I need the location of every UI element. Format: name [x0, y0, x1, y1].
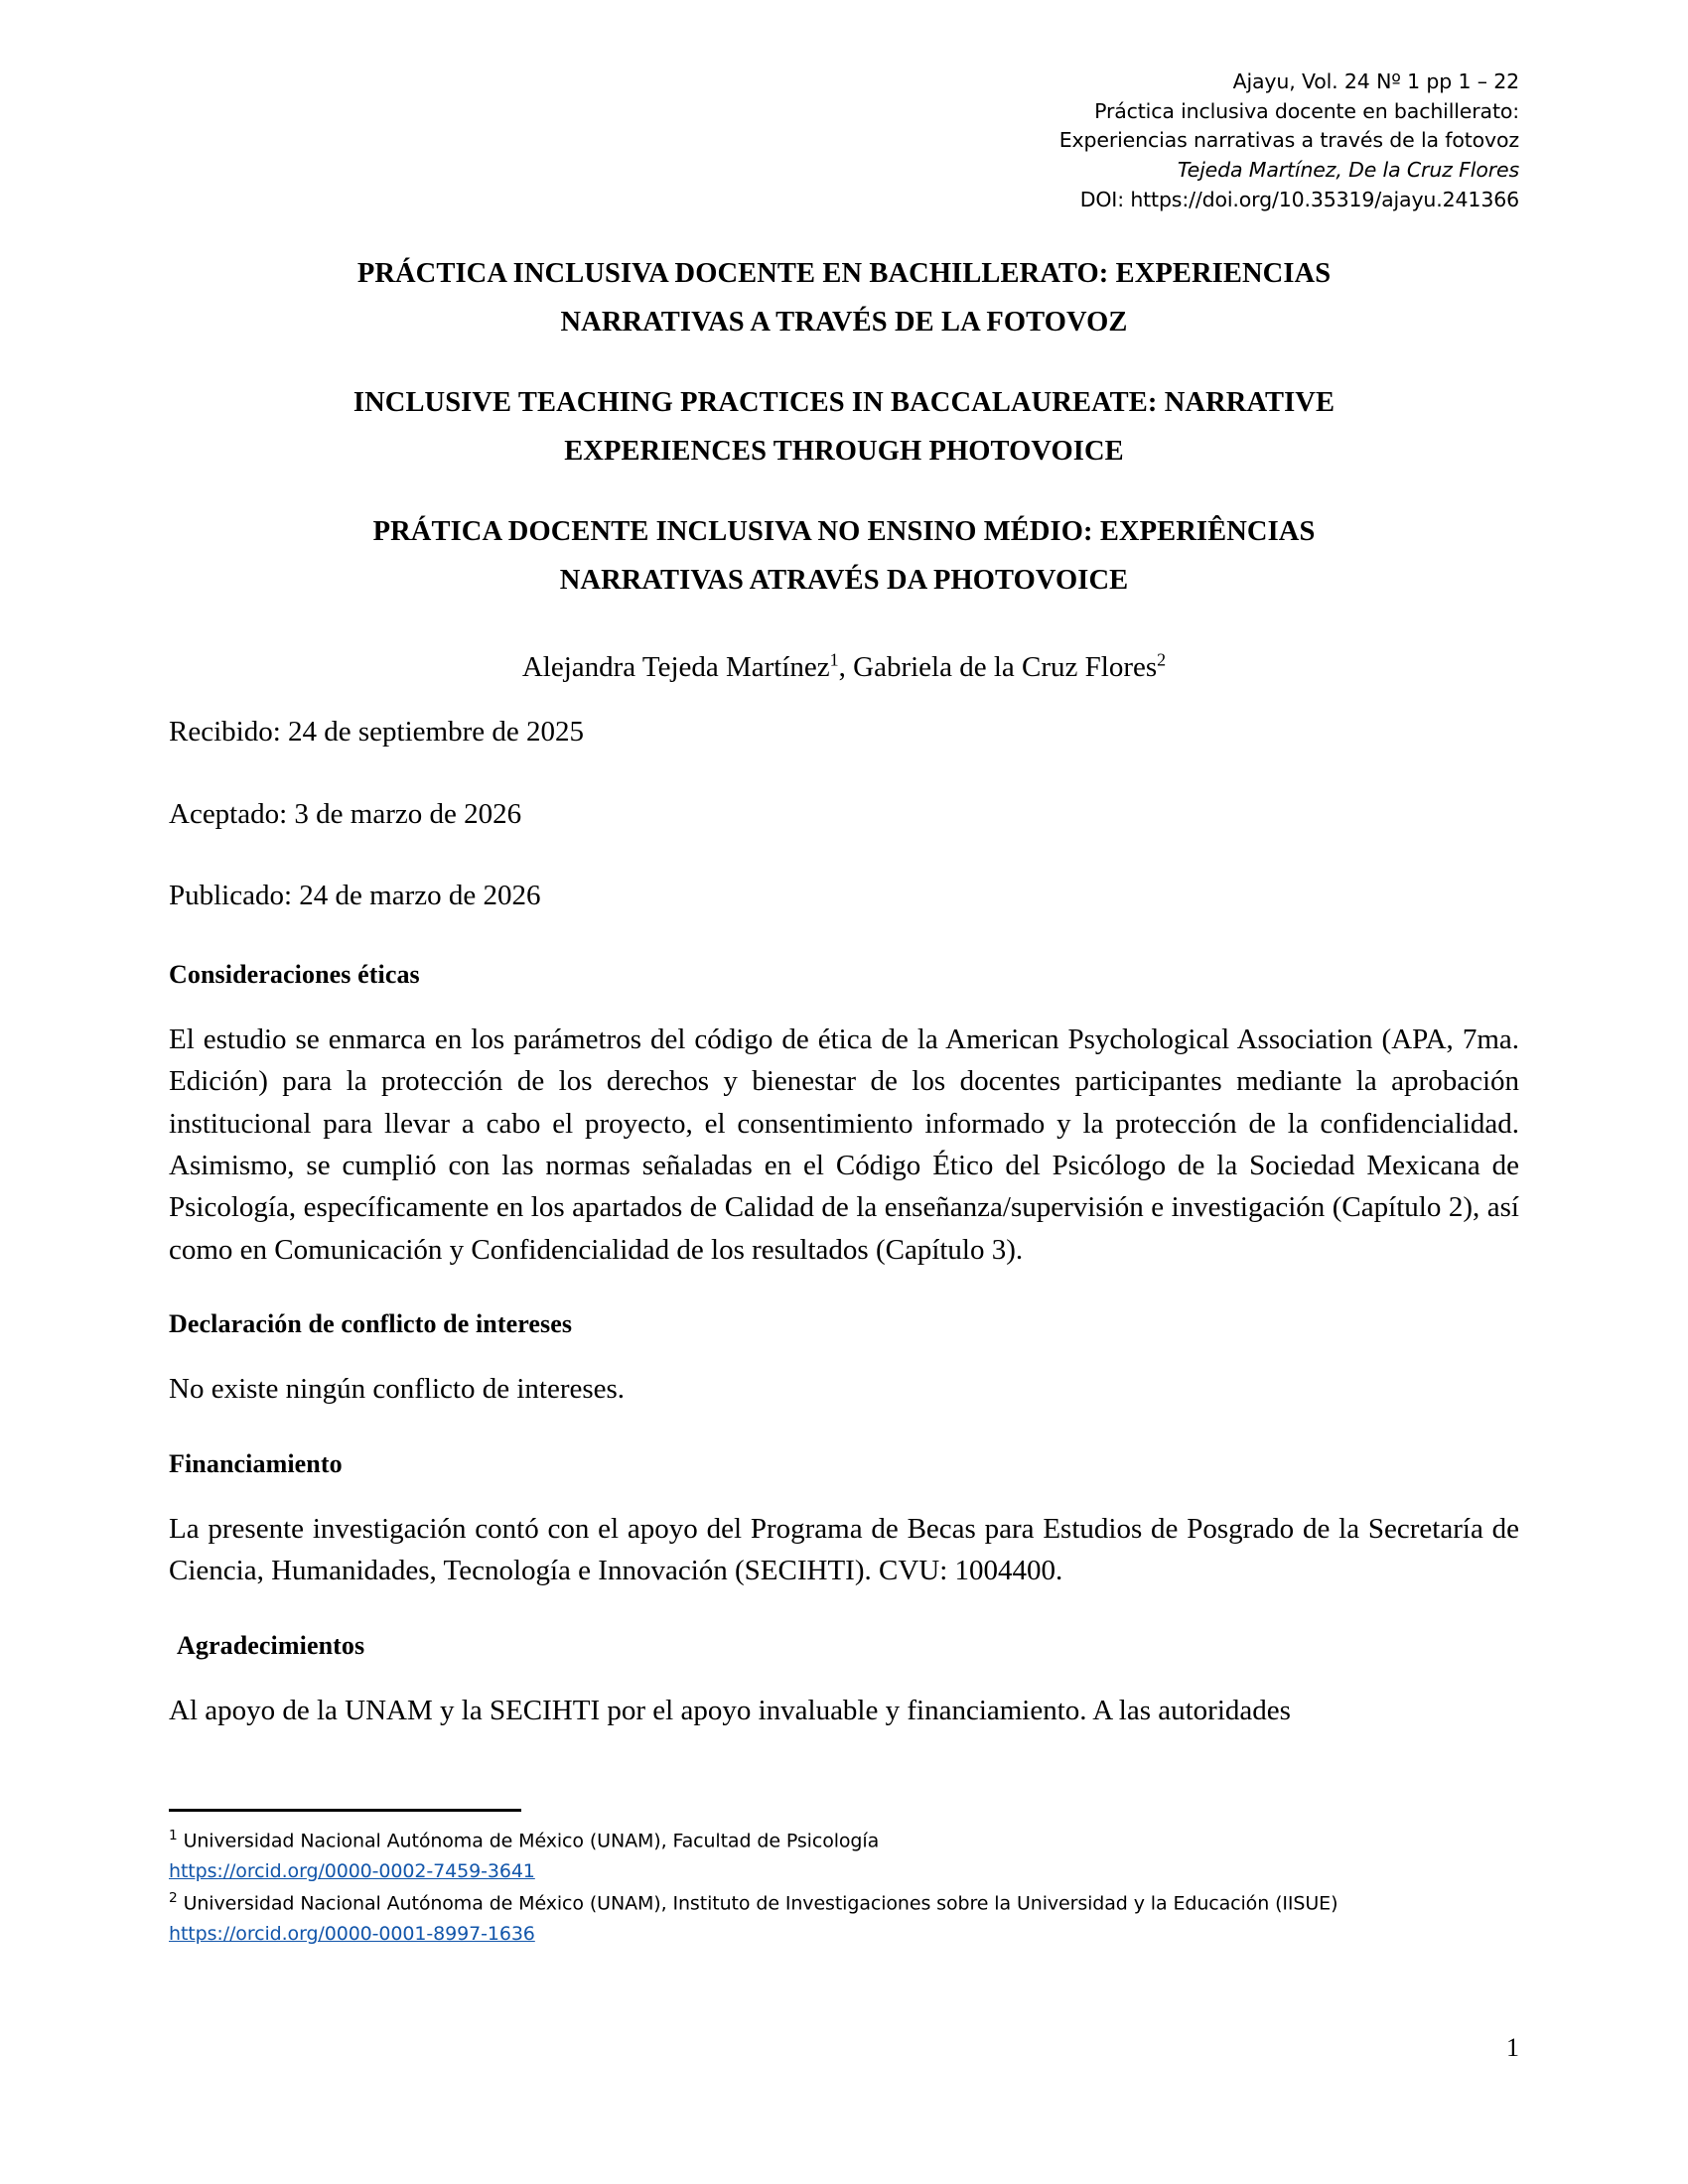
- running-head-title-line-1: Práctica inclusiva docente en bachillerato:: [1094, 98, 1519, 123]
- section-heading-conflict: Declaración de conflicto de intereses: [169, 1309, 573, 1339]
- section-acknowledgements: [169, 1628, 1519, 1732]
- section-conflict-of-interest: [169, 1306, 1519, 1411]
- section-funding: [169, 1446, 1519, 1592]
- section-heading-ethics: Consideraciones éticas: [169, 959, 420, 989]
- section-body-funding: La presente investigación contó con el apoyo del Programa de Becas para Estudios de Posgrado de la Secretaría de Ciencia, Humanidades, Tecnología e Innovación (SECIHTI). CVU: 1004400.: [169, 1513, 1519, 1587]
- author-separator: ,: [838, 650, 854, 683]
- title-es-line-1: PRÁCTICA INCLUSIVA DOCENTE EN BACHILLERATO: EXPERIENCIAS: [356, 257, 1332, 289]
- footnote-1-link-row: [169, 1856, 1519, 1887]
- section-ethics: [169, 957, 1519, 1271]
- section-heading-acknowledgements: Agradecimientos: [177, 1630, 365, 1660]
- date-accepted: Aceptado: 3 de marzo de 2026: [169, 797, 522, 830]
- footnote-1-text: Universidad Nacional Autónoma de México (UNAM), Facultad de Psicología: [183, 1830, 880, 1852]
- section-body-ethics: El estudio se enmarca en los parámetros del código de ética de la American Psychological Association (APA, 7ma. Edición) para la protección de los derechos y bienestar de los docentes participantes mediante la aprobación institucional para llevar a cabo el proyecto, el consentimiento informado y la protección de la confidencialidad. Asimismo, se cumplió con las normas señaladas en el Código Ético del Psicólogo de la Sociedad Mexicana de Psicología, específicamente en los apartados de Calidad de la enseñanza/supervisión e investigación (Capítulo 2), así como en Comunicación y Confidencialidad de los resultados (Capítulo 3).: [169, 1024, 1519, 1266]
- title-pt-line-1: PRÁTICA DOCENTE INCLUSIVA NO ENSINO MÉDIO: EXPERIÊNCIAS: [372, 515, 1316, 547]
- footnote-2-text: Universidad Nacional Autónoma de México (UNAM), Instituto de Investigaciones sobre la Universidad y la Educación (IISUE): [183, 1892, 1338, 1915]
- running-head-journal: Ajayu, Vol. 24 Nº 1 pp 1 – 22: [1232, 69, 1519, 93]
- author-2-footnote-marker[interactable]: 2: [1157, 649, 1167, 670]
- footnote-separator-rule: [169, 1809, 521, 1812]
- date-received: Recibido: 24 de septiembre de 2025: [169, 716, 584, 749]
- footnote-2: [169, 1887, 1519, 1919]
- footnote-2-link-row: [169, 1919, 1519, 1950]
- footnote-2-marker: 2: [169, 1889, 178, 1906]
- running-head-title-line-2: Experiencias narrativas a través de la fotovoz: [1058, 128, 1519, 153]
- footnote-2-orcid-link[interactable]: https://orcid.org/0000-0001-8997-1636: [169, 1922, 535, 1945]
- date-published: Publicado: 24 de marzo de 2026: [169, 880, 541, 912]
- title-block: [169, 249, 1519, 605]
- section-body-acknowledgements: Al apoyo de la UNAM y la SECIHTI por el apoyo invaluable y financiamiento. A las autoridades: [169, 1695, 1291, 1727]
- title-es-line-2: NARRATIVAS A TRAVÉS DE LA FOTOVOZ: [560, 306, 1128, 338]
- section-heading-funding: Financiamiento: [169, 1448, 343, 1478]
- page-number: 1: [1506, 2033, 1519, 2062]
- running-head: [169, 68, 1519, 215]
- footnote-1-orcid-link[interactable]: https://orcid.org/0000-0002-7459-3641: [169, 1860, 535, 1883]
- title-en-line-2: EXPERIENCES THROUGH PHOTOVOICE: [564, 435, 1124, 467]
- author-1-name: Alejandra Tejeda Martínez: [521, 650, 830, 683]
- footnotes-area: [169, 1809, 1519, 1950]
- section-body-conflict: No existe ningún conflicto de intereses.: [169, 1373, 626, 1406]
- author-1-footnote-marker[interactable]: 1: [829, 649, 839, 670]
- footnote-1-marker: 1: [169, 1828, 178, 1843]
- running-head-doi[interactable]: DOI: https://doi.org/10.35319/ajayu.241366: [1079, 187, 1519, 211]
- author-2-name: Gabriela de la Cruz Flores: [853, 650, 1158, 683]
- running-head-authors: Tejeda Martínez, De la Cruz Flores: [1177, 158, 1519, 183]
- publication-dates: [169, 711, 1519, 918]
- title-en-line-1: INCLUSIVE TEACHING PRACTICES IN BACCALAUREATE: NARRATIVE: [352, 386, 1336, 418]
- author-line: [169, 646, 1519, 690]
- title-pt-line-2: NARRATIVAS ATRAVÉS DA PHOTOVOICE: [559, 564, 1129, 596]
- footnote-1: [169, 1825, 1519, 1856]
